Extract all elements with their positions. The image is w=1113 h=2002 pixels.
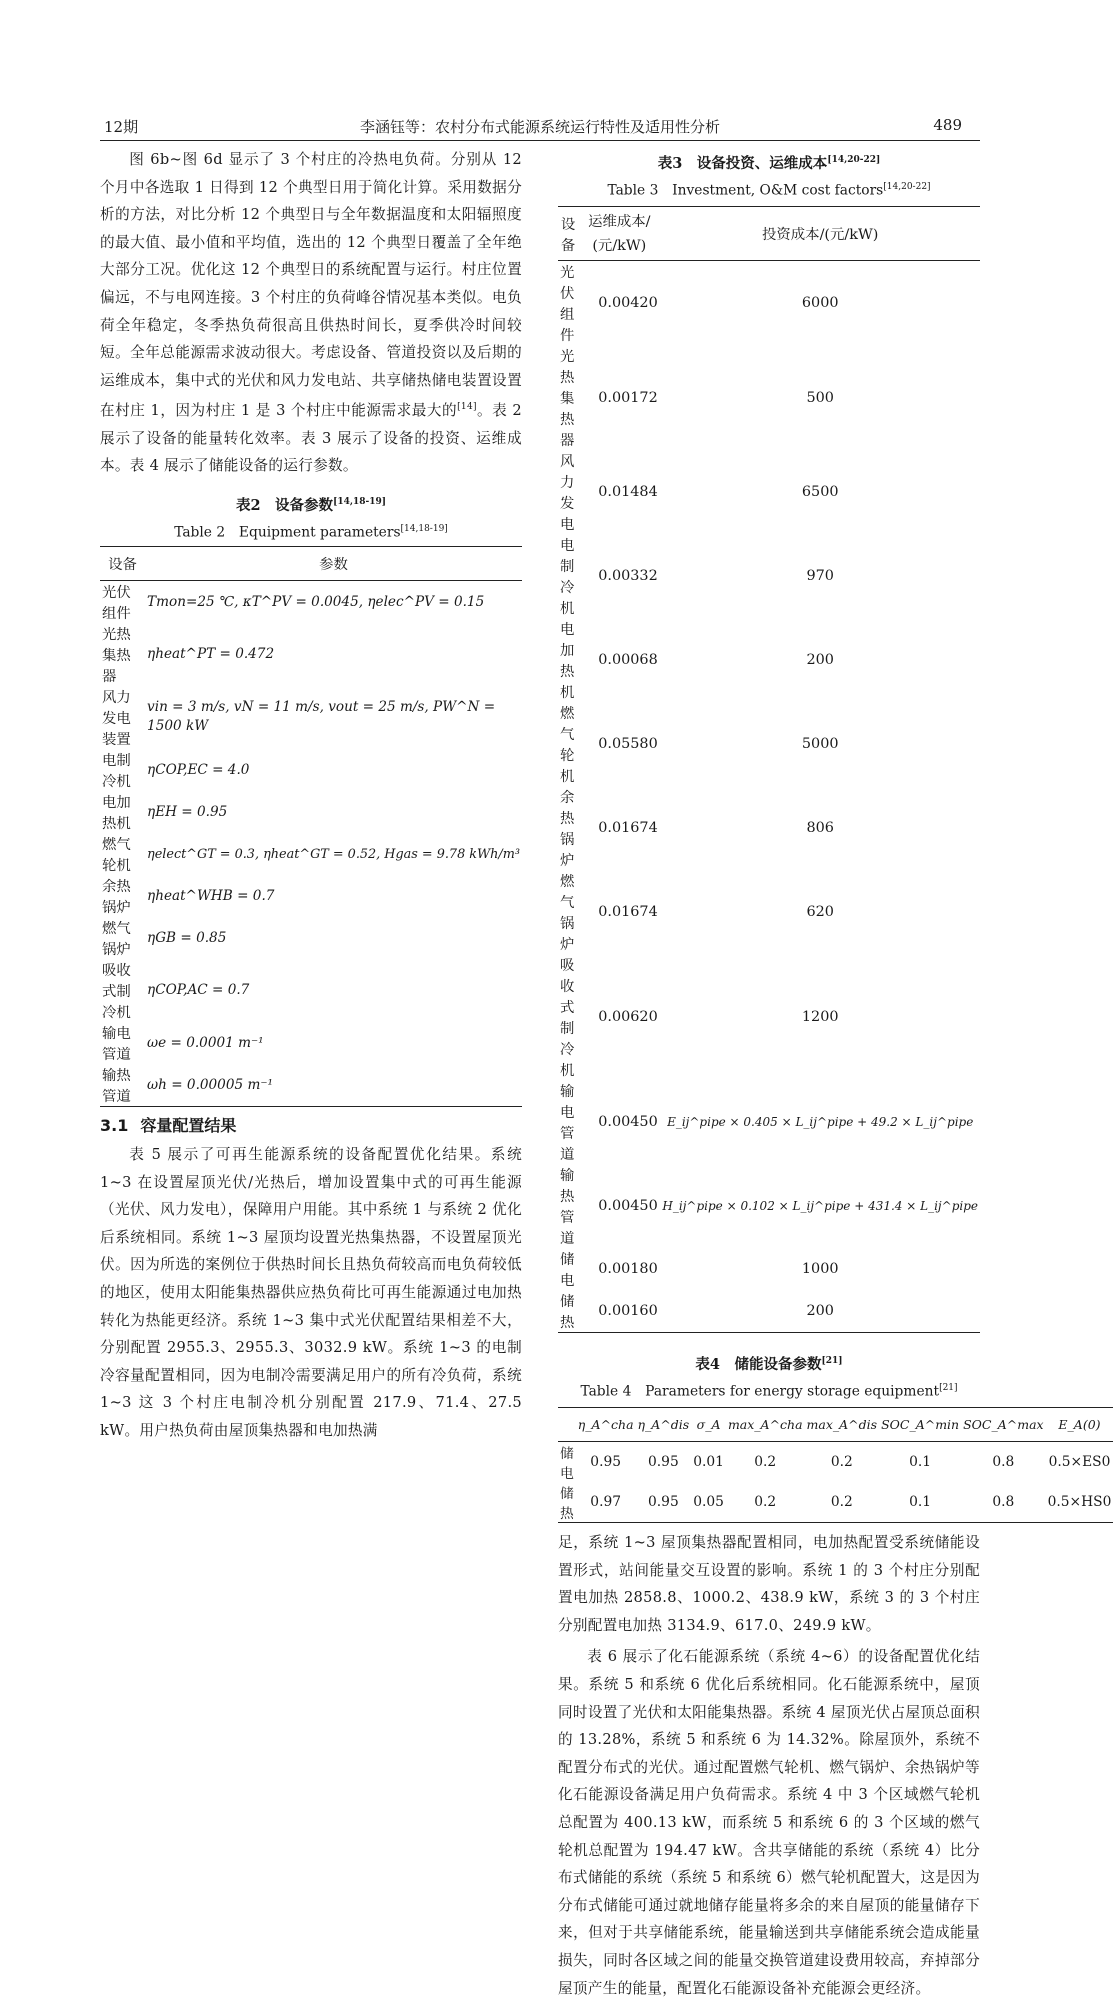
- table3-device-cell: 输电管道: [560, 1084, 575, 1163]
- table3-invest-cell: 1200: [801, 1009, 839, 1025]
- table3-om-cell: 0.00450: [598, 1114, 658, 1130]
- table4-header-cell: η_A^cha: [577, 1417, 634, 1432]
- table-row: [558, 870, 980, 954]
- formula: ηCOP,AC = 0.7: [147, 982, 250, 999]
- table4-header-cell: [558, 1408, 576, 1442]
- table3-invest-cell: 6000: [801, 295, 839, 311]
- table3-om-cell: 0.05580: [598, 736, 658, 752]
- table3-device-cell: 风力发电: [560, 454, 575, 533]
- table-row: 输热管道 ωh = 0.00005 m⁻¹: [102, 1067, 273, 1105]
- table4-cell: 0.1: [909, 1454, 932, 1470]
- table-row: 光热集热器 ηheat^PT = 0.472: [102, 626, 275, 685]
- formula: ηCOP,EC = 4.0: [147, 761, 250, 778]
- table4-cell: 储电: [560, 1446, 574, 1482]
- formula: ωh = 0.00005 m⁻¹: [147, 1076, 273, 1093]
- table4-cell: 0.2: [754, 1454, 777, 1470]
- formula: ηEH = 0.95: [147, 803, 228, 820]
- table3-om-cell: 0.00160: [598, 1303, 658, 1319]
- table3-invest-cell: 6500: [801, 484, 839, 500]
- formula: ηelect^GT = 0.3, ηheat^GT = 0.52, Hgas = 9.78 kWh/m³: [147, 846, 520, 862]
- table-row: [558, 786, 980, 870]
- table3-caption-cn: 表3 设备投资、运维成本[14,20-22]: [657, 154, 881, 172]
- running-header: [100, 114, 980, 141]
- table3-invest-cell: 200: [806, 652, 834, 668]
- table3-device-cell: 余热锅炉: [560, 790, 575, 869]
- table-row: 风力发电装置 vin = 3 m/s, vN = 11 m/s, vout = 25 m/s, PW^N = 1500 kW: [100, 686, 522, 749]
- body-paragraph-4: 表 6 展示了化石能源系统（系统 4~6）的设备配置优化结果。系统 5 和系统 6 优化后系统相同。化石能源系统中，屋顶同时设置了光伏和太阳能集热器。系统 4 屋顶光伏占屋顶总面积的 13.28%，系统 5 和系统 6 为 14.32%。除屋顶外，系统不配置分布式的光伏。通过配置燃气轮机、燃气锅炉、余热锅炉等化石能源设备满足用户负荷需求。系统 4 中 3 个区域燃气轮机总配置为 400.13 kW，而系统 5 和系统 6 的 3 个区域的燃气轮机总配置为 194.47 kW。含共享储能的系统（系统 4）比分布式储能的系统（系统 5 和系统 6）燃气轮机配置大，这是因为分布式储能可通过就地储存能量将多余的来自屋顶的能量储存下来，但对于共享储能系统，能量输送到共享储能系统会造成能量损失，同时各区域之间的能量交换管道建设费用较高，弃掉部分屋顶产生的能量，配置化石能源设备补充能源会更经济。: [558, 1648, 980, 1997]
- table4-cell: 0.95: [648, 1454, 679, 1470]
- table4-cell: 0.8: [992, 1454, 1015, 1470]
- table4-cell: 0.5×ES0: [1048, 1454, 1111, 1470]
- table3-om-cell: 0.00420: [598, 295, 658, 311]
- table-row: 输电管道 ωe = 0.0001 m⁻¹: [102, 1025, 264, 1063]
- table4-cell: 0.97: [590, 1494, 622, 1510]
- table3-invest-cell: 806: [806, 820, 834, 836]
- table4-header-cell: η_A^dis: [637, 1417, 690, 1432]
- table-row: 电制冷机 ηCOP,EC = 4.0: [102, 752, 250, 790]
- running-title: 李涵钰等：农村分布式能源系统运行特性及适用性分析: [359, 118, 720, 136]
- right-column: [558, 146, 1112, 2002]
- table4-caption-en: Table 4 Parameters for energy storage equipment[21]: [580, 1383, 958, 1400]
- table3-device-cell: 储热: [560, 1294, 575, 1331]
- table2-header-device: 设备: [108, 556, 137, 573]
- table4-cell: 0.01: [693, 1454, 724, 1470]
- table3-header-invest: 投资成本/(元/kW): [762, 227, 879, 243]
- table3-om-cell: 0.00172: [598, 389, 658, 406]
- table3-invest-cell: E_ij^pipe × 0.405 × L_ij^pipe + 49.2 × L_ij^pipe: [667, 1115, 974, 1129]
- table3-invest-cell: 970: [806, 568, 834, 584]
- table4-storage-parameters: [558, 1407, 1113, 1523]
- table2-header-param: 参数: [319, 556, 348, 573]
- table4-cell: 0.2: [830, 1454, 853, 1470]
- table-row: [558, 1080, 980, 1164]
- table4-cell: 0.1: [909, 1494, 932, 1510]
- formula: Tmon=25 ℃, κT^PV = 0.0045, ηelec^PV = 0.15: [147, 593, 485, 610]
- table-row: [558, 954, 980, 1080]
- table3-om-cell: 0.00450: [598, 1198, 658, 1214]
- table4-header-cell: σ_A: [696, 1417, 721, 1432]
- table3-om-cell: 0.00180: [598, 1261, 658, 1277]
- formula: ηGB = 0.85: [147, 929, 227, 946]
- left-column: [100, 146, 522, 1445]
- table-row: [558, 1442, 1113, 1483]
- table-row: 燃气锅炉 ηGB = 0.85: [102, 920, 227, 958]
- table3-device-cell: 吸收式制冷机: [560, 958, 575, 1079]
- table3-device-cell: 输热管道: [560, 1168, 575, 1247]
- table4-cell: 0.2: [830, 1494, 853, 1510]
- table4-cell: 0.2: [754, 1494, 777, 1510]
- table3-invest-cell: 200: [806, 1303, 834, 1319]
- table2-caption-cn: 表2 设备参数[14,18-19]: [235, 496, 387, 514]
- table3-om-cell: 0.01484: [598, 484, 658, 500]
- table3-device-cell: 光伏组件: [560, 265, 575, 344]
- table3-device-cell: 电制冷机: [560, 538, 575, 617]
- body-paragraph-2: 表 5 展示了可再生能源系统的设备配置优化结果。系统 1~3 在设置屋顶光伏/光热后，增加设置集中式的可再生能源（光伏、风力发电），保障用户用能。其中系统 1 与系统 2 优化后系统相同。系统 1~3 屋顶均设置光热集热器，不设置屋顶光伏。因为所选的案例位于供热时间长且热负荷较高而电负荷较低的地区，使用太阳能集热器供应热负荷比可再生能源通过电加热转化为热能更经济。系统 1~3 集中式光伏配置结果相差不大，分别配置 2955.3、2955.3、3032.9 kW。系统 1~3 的电制冷容量配置相同，因为电制冷需要满足用户的所有冷负荷，系统 1~3 这 3 个村庄电制冷机分别配置 217.9、71.4、27.5 kW。用户热负荷由屋顶集热器和电加热满: [100, 1145, 522, 1439]
- body-paragraph-3: 足，系统 1~3 屋顶集热器配置相同，电加热配置受系统储能设置形式，站间能量交互设置的影响。系统 1 的 3 个村庄分别配置电加热 2858.8、1000.2、438.9 kW，系统 3 的 3 个村庄分别配置电加热 3134.9、617.0、249.9 kW。: [558, 1534, 980, 1634]
- citation: [14]: [457, 402, 477, 413]
- table4-cell: 0.5×HS0: [1047, 1494, 1112, 1510]
- table3-cost-factors: [558, 206, 980, 1333]
- table-row: [558, 1482, 1113, 1523]
- table-row: [558, 450, 980, 534]
- table4-header-cell: max_A^cha: [727, 1417, 803, 1432]
- table4-header-cell: SOC_A^min: [881, 1417, 960, 1432]
- table3-om-cell: 0.00620: [598, 1009, 658, 1025]
- table3-header-device: 设备: [560, 216, 576, 254]
- formula: ηheat^PT = 0.472: [147, 646, 275, 663]
- formula: ηheat^WHB = 0.7: [147, 887, 275, 904]
- formula: vin = 3 m/s, vN = 11 m/s, vout = 25 m/s, PW^N = 1500 kW: [147, 699, 496, 735]
- table3-header-om: 运维成本/ (元/kW): [588, 213, 651, 254]
- table3-om-cell: 0.00332: [598, 568, 658, 584]
- table-row: [558, 702, 980, 786]
- table3-caption-en: Table 3 Investment, O&M cost factors[14,20-22]: [607, 182, 931, 199]
- table3-device-cell: 光热集热器: [560, 349, 575, 449]
- table-row: 光伏组件 Tmon=25 ℃, κT^PV = 0.0045, ηelec^PV = 0.15: [102, 584, 485, 622]
- table3-om-cell: 0.01674: [598, 904, 658, 920]
- table2-caption-en: Table 2 Equipment parameters[14,18-19]: [174, 523, 448, 541]
- table4-cell: 0.95: [648, 1494, 679, 1510]
- table-row: [558, 1164, 980, 1248]
- table-row: [558, 1290, 980, 1333]
- table-row: [558, 534, 980, 618]
- table3-om-cell: 0.00068: [598, 652, 658, 668]
- page-number: 489: [933, 116, 962, 134]
- formula: ωe = 0.0001 m⁻¹: [147, 1034, 264, 1051]
- table4-cell: 储热: [560, 1486, 574, 1522]
- table-row: 燃气轮机 ηelect^GT = 0.3, ηheat^GT = 0.52, Hgas = 9.78 kWh/m³: [102, 836, 520, 874]
- table-row: [558, 345, 980, 450]
- table4-cell: 0.95: [590, 1454, 622, 1470]
- table4-cell: 0.8: [992, 1494, 1015, 1510]
- table4-cell: 0.05: [693, 1494, 724, 1510]
- table-row: 余热锅炉 ηheat^WHB = 0.7: [102, 878, 275, 916]
- section-title: 容量配置结果: [140, 1115, 237, 1135]
- table2-equipment-parameters: [100, 546, 522, 1107]
- table-row: 吸收式制冷机 ηCOP,AC = 0.7: [102, 962, 250, 1021]
- table4-caption-cn: 表4 储能设备参数[21]: [695, 1355, 843, 1373]
- table3-invest-cell: 500: [806, 389, 834, 406]
- table4-header-cell: E_A(0): [1058, 1417, 1101, 1432]
- table3-om-cell: 0.01674: [598, 820, 658, 836]
- table3-invest-cell: H_ij^pipe × 0.102 × L_ij^pipe + 431.4 × L_ij^pipe: [662, 1199, 978, 1213]
- table3-device-cell: 燃气轮机: [560, 706, 575, 785]
- section-heading: [100, 1111, 522, 1141]
- body-paragraph-1: 图 6b~图 6d 显示了 3 个村庄的冷热电负荷。分别从 12 个月中各选取 1 日得到 12 个典型日用于简化计算。采用数据分析的方法，对比分析 12 个典型日与全年数据温度和太阳辐照度的最大值、最小值和平均值，选出的 12 个典型日覆盖了全年绝大部分工况。优化这 12 个典型日的系统配置与运行。村庄位置偏远，不与电网连接。3 个村庄的负荷峰谷情况基本类似。电负荷全年稳定，冬季热负荷很高且供热时间长，夏季供冷时间较短。全年总能源需求波动很大。考虑设备、管道投资以及后期的运维成本，集中式的光伏和风力发电站、共享储热储电装置设置在村庄 1，因为村庄 1 是 3 个村庄中能源需求最大的[14]。表 2 展示了设备的能量转化效率。表 3 展示了设备的投资、运维成本。表 4 展示了储能设备的运行参数。: [100, 151, 522, 475]
- table3-invest-cell: 1000: [801, 1261, 839, 1277]
- table-row: [558, 261, 980, 346]
- table-row: [558, 618, 980, 702]
- table4-header-cell: max_A^dis: [806, 1417, 878, 1432]
- table4-header-cell: SOC_A^max: [963, 1417, 1044, 1432]
- section-number: 3.1: [100, 1115, 129, 1135]
- table3-invest-cell: 5000: [801, 736, 839, 752]
- table3-device-cell: 储电: [560, 1252, 575, 1289]
- table-row: [558, 1248, 980, 1290]
- table3-device-cell: 燃气锅炉: [560, 874, 575, 953]
- table-row: 电加热机 ηEH = 0.95: [102, 794, 228, 832]
- table3-invest-cell: 620: [806, 904, 834, 920]
- issue-number: 12期: [104, 118, 139, 136]
- table3-device-cell: 电加热机: [560, 622, 575, 701]
